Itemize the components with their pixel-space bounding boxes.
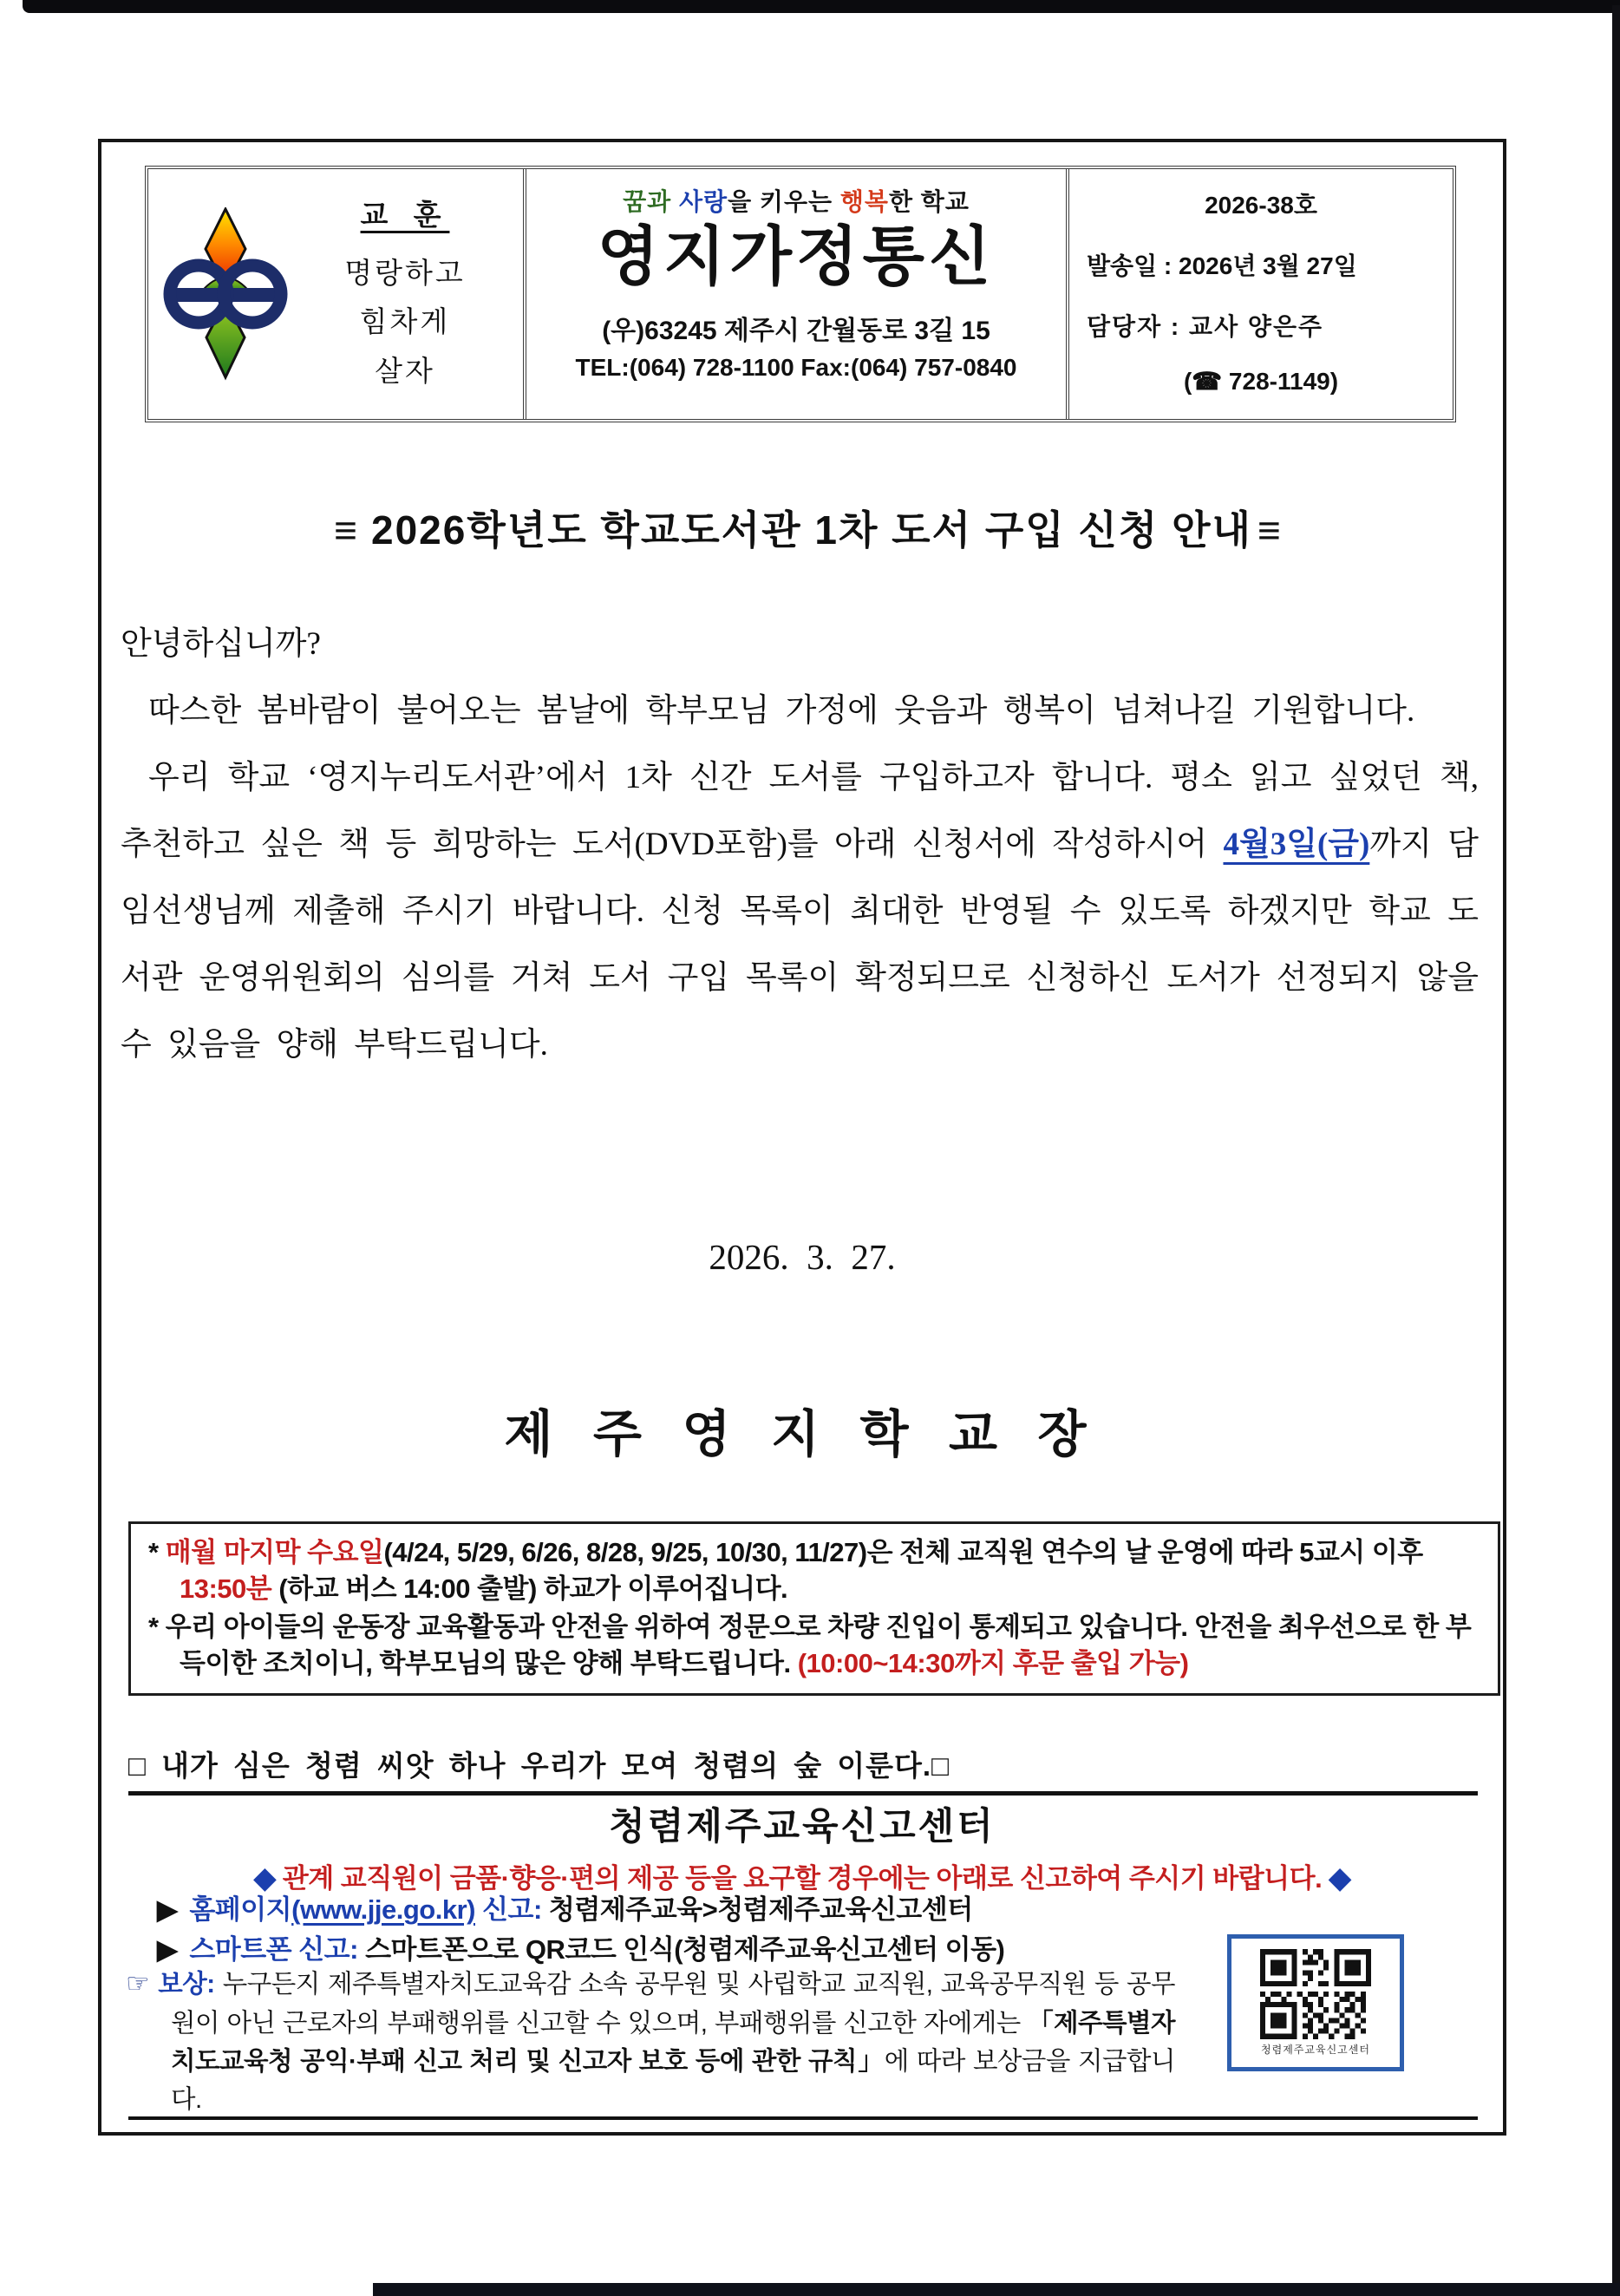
notice-red-gate-hours: (10:00~14:30까지 후문 출입 가능) — [797, 1647, 1189, 1678]
issue-number: 2026-38호 — [1205, 192, 1317, 219]
school-slogan — [526, 183, 1066, 218]
school-logo — [160, 207, 291, 381]
letter-body — [121, 611, 1479, 1078]
qr-pattern — [1260, 1949, 1371, 2039]
deadline-date: 4월3일(금) — [1223, 827, 1370, 862]
integrity-center-title: 청렴제주교육신고센터 — [609, 1806, 996, 1848]
homepage-path: 청렴제주교육>청렴제주교육신고센터 — [541, 1894, 973, 1925]
homepage-url[interactable]: (www.jje.go.kr) — [291, 1894, 475, 1925]
school-address: (우)63245 제주시 간월동로 3길 15 — [602, 317, 990, 346]
slogan-word-dream: 꿈과 — [623, 188, 672, 215]
header-cell-issue-info — [1069, 169, 1453, 419]
diamond-icon: ◆ — [253, 1861, 276, 1894]
section-divider — [128, 1791, 1478, 1796]
paragraph-pre: 우리 학교 ‘영지누리도서관’에서 1차 신간 도서를 구입하고자 합니다. 평소 읽고 싶었던 책, 추천하고 싶은 책 등 희망하는 도서(DVD포함)를 아래 신청서에 작성하시어 — [121, 760, 1479, 862]
paragraph-post: 까지 담임선생님께 제출해 주시기 바랍니다. 신청 목록이 최대한 반영될 수 있도록 하겠지만 학교 도서관 운영위원회의 심의를 거쳐 도서 구입 목록이 확정되므로 신청하신 도서가 선정되지 않을 수 있음을 양해 부탁드립니다. — [121, 827, 1480, 1063]
title-mark-left: ≡ — [334, 507, 359, 553]
notice-box — [128, 1521, 1500, 1696]
newsletter-header — [145, 166, 1456, 422]
notice-red-time: 13:50분 — [180, 1573, 272, 1604]
reward-body-1: 누구든지 제주특별자치도교육감 소속 공무원 및 사립학교 교직원, 교육공무직원 등 공무원이 아닌 근로자의 부패행위를 신고할 수 있으며, 부패행위를 신고한 자에게는 — [171, 1970, 1175, 2038]
homepage-label: 홈페이지 — [189, 1894, 292, 1925]
notice-tail: (하교 버스 14:00 출발) 하교가 이루어집니다. — [271, 1573, 788, 1604]
issued-date: 2026. 3. 27. — [709, 1237, 896, 1277]
manager-name: 담당자 : 교사 양은주 — [1087, 313, 1324, 340]
smartphone-label: 스마트폰 신고: — [189, 1934, 358, 1965]
document-title-text: 2026학년도 학교도서관 1차 도서 구입 신청 안내 — [370, 507, 1252, 553]
document-title — [101, 499, 1503, 556]
notice-item-wednesday — [148, 1534, 1482, 1606]
paragraph-book-request — [121, 744, 1479, 1078]
reward-body-2: 에 따라 보상금을 지급합니다. — [171, 2046, 1175, 2114]
report-qr-code — [1227, 1934, 1404, 2071]
slogan-word-love: 사랑 — [678, 188, 728, 215]
scan-artifact-top — [23, 0, 1620, 13]
notice-dates: (4/24, 5/29, 6/26, 8/28, 9/25, 10/30, 11/27)은 전체 교직원 연수의 날 운영에 따라 5교시 이후 — [383, 1537, 1423, 1567]
report-smartphone-line — [157, 1927, 1004, 1966]
scan-artifact-bottom — [373, 2283, 1620, 2296]
reward-text — [126, 1964, 1175, 2119]
warning-text: 관계 교직원이 금품·향응·편의 제공 등을 요구할 경우에는 아래로 신고하여 주시기 바랍니다. — [275, 1863, 1329, 1894]
reward-label: 보상: — [158, 1970, 215, 1998]
scan-artifact-right — [1612, 5, 1620, 2296]
bullet-asterisk: * — [148, 1537, 159, 1567]
school-tel-fax: TEL:(064) 728-1100 Fax:(064) 757-0840 — [575, 354, 1017, 382]
notice-red-lastwednesday: 매월 마지막 수요일 — [158, 1537, 384, 1567]
document-border — [98, 139, 1506, 2136]
header-cell-masthead — [526, 169, 1069, 419]
report-homepage-line — [157, 1887, 973, 1926]
triangle-bullet-icon: ▶ — [157, 1894, 178, 1925]
motto-line: 살자 — [375, 354, 435, 387]
slogan-mid: 을 키우는 — [728, 188, 840, 215]
pointing-hand-icon: ☞ — [126, 1968, 150, 1998]
diamond-icon: ◆ — [1329, 1861, 1351, 1894]
notice-item-gate — [148, 1609, 1482, 1681]
motto-line: 힘차게 — [359, 305, 451, 338]
slogan-tail: 한 학교 — [888, 188, 970, 215]
qr-caption: 청렴제주교육신고센터 — [1261, 2044, 1370, 2056]
motto-title: 교 훈 — [360, 199, 450, 232]
newsletter-name: 영지가정통신 — [597, 220, 996, 292]
title-mark-right: ≡ — [1257, 507, 1283, 553]
principal-signature: 제 주 영 지 학 교 장 — [504, 1406, 1101, 1462]
slogan-space — [671, 188, 679, 215]
integrity-slogan: □ 내가 심은 청렴 씨앗 하나 우리가 모여 청렴의 숲 이룬다.□ — [128, 1750, 950, 1782]
motto-line: 명랑하고 — [344, 257, 466, 290]
slogan-word-happy: 행복 — [839, 188, 889, 215]
bullet-asterisk: * — [148, 1612, 159, 1643]
reward-rule-name: 「제주특별자치도교육청 공익·부패 신고 처리 및 신고자 보호 등에 관한 규칙」 — [171, 2008, 1175, 2076]
homepage-report-label: 신고: — [474, 1894, 542, 1925]
greeting-line: 안녕하십니까? — [121, 626, 321, 662]
triangle-bullet-icon: ▶ — [157, 1934, 178, 1965]
manager-phone: (☎ 728-1149) — [1183, 368, 1339, 395]
paragraph-spring: 따스한 봄바람이 불어오는 봄날에 학부모님 가정에 웃음과 행복이 넘쳐나길 기원합니다. — [148, 693, 1415, 729]
reward-paragraph — [126, 1964, 1175, 2119]
school-motto — [291, 193, 519, 395]
header-cell-motto — [148, 169, 526, 419]
notice-gate-text: 우리 아이들의 운동장 교육활동과 안전을 위하여 정문으로 차량 진입이 통제되고 있습니다. 안전을 최우선으로 한 부득이한 조치이니, 학부모님의 많은 양해 부탁드립니다. — [158, 1612, 1472, 1678]
smartphone-instruction: 스마트폰으로 QR코드 인식(청렴제주교육신고센터 이동) — [357, 1934, 1005, 1965]
send-date: 발송일 : 2026년 3월 27일 — [1087, 252, 1357, 279]
bottom-divider — [128, 2116, 1478, 2120]
